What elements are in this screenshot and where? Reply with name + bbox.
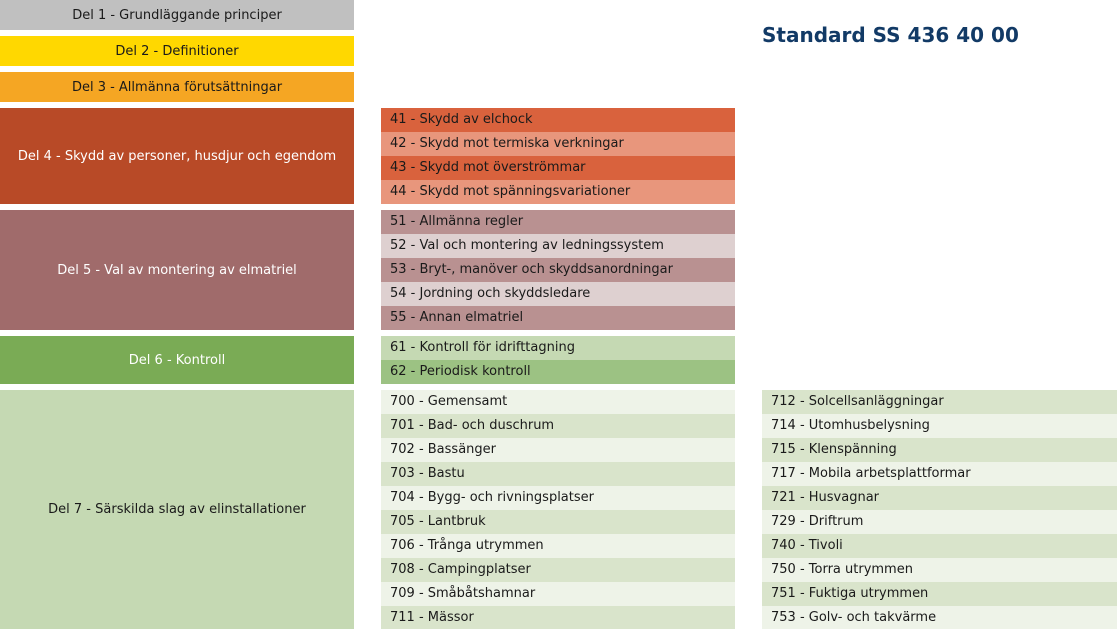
part-5-label: Del 5 - Val av montering av elmatriel	[57, 262, 297, 278]
section-708: 708 - Campingplatser	[381, 558, 735, 582]
page-title: Standard SS 436 40 00	[762, 23, 1019, 47]
section-703: 703 - Bastu	[381, 462, 735, 486]
part-1-label: Del 1 - Grundläggande principer	[72, 7, 282, 23]
part-7-label: Del 7 - Särskilda slag av elinstallationer	[48, 502, 306, 517]
part-7	[0, 390, 354, 629]
section-44: 44 - Skydd mot spänningsvariationer	[381, 180, 735, 204]
section-61: 61 - Kontroll för idrifttagning	[381, 336, 735, 360]
section-41: 41 - Skydd av elchock	[381, 108, 735, 132]
part-6-label: Del 6 - Kontroll	[128, 352, 226, 368]
section-709: 709 - Småbåtshamnar	[381, 582, 735, 606]
section-704: 704 - Bygg- och rivningsplatser	[381, 486, 735, 510]
section-700: 700 - Gemensamt	[381, 390, 735, 414]
section-715: 715 - Klenspänning	[762, 438, 1117, 462]
section-750: 750 - Torra utrymmen	[762, 558, 1117, 582]
section-43: 43 - Skydd mot överströmmar	[381, 156, 735, 180]
section-705: 705 - Lantbruk	[381, 510, 735, 534]
section-55: 55 - Annan elmatriel	[381, 306, 735, 330]
section-702: 702 - Bassänger	[381, 438, 735, 462]
section-52: 52 - Val och montering av ledningssystem	[381, 234, 735, 258]
part-2-label: Del 2 - Definitioner	[115, 43, 239, 59]
part-1	[0, 0, 354, 30]
section-62: 62 - Periodisk kontroll	[381, 360, 735, 384]
section-712: 712 - Solcellsanläggningar	[762, 390, 1117, 414]
section-753: 753 - Golv- och takvärme	[762, 606, 1117, 629]
section-53: 53 - Bryt-, manöver och skyddsanordningar	[381, 258, 735, 282]
section-701: 701 - Bad- och duschrum	[381, 414, 735, 438]
part-3-label: Del 3 - Allmänna förutsättningar	[71, 79, 283, 95]
section-711: 711 - Mässor	[381, 606, 735, 629]
section-721: 721 - Husvagnar	[762, 486, 1117, 510]
part-3	[0, 72, 354, 102]
part-5	[0, 210, 354, 330]
section-751: 751 - Fuktiga utrymmen	[762, 582, 1117, 606]
part-4	[0, 108, 354, 204]
part-2	[0, 36, 354, 66]
part-4-label: Del 4 - Skydd av personer, husdjur och egendom	[17, 148, 337, 164]
section-42: 42 - Skydd mot termiska verkningar	[381, 132, 735, 156]
section-54: 54 - Jordning och skyddsledare	[381, 282, 735, 306]
section-51: 51 - Allmänna regler	[381, 210, 735, 234]
part-6	[0, 336, 354, 384]
section-740: 740 - Tivoli	[762, 534, 1117, 558]
section-706: 706 - Trånga utrymmen	[381, 534, 735, 558]
section-717: 717 - Mobila arbetsplattformar	[762, 462, 1117, 486]
section-729: 729 - Driftrum	[762, 510, 1117, 534]
section-714: 714 - Utomhusbelysning	[762, 414, 1117, 438]
